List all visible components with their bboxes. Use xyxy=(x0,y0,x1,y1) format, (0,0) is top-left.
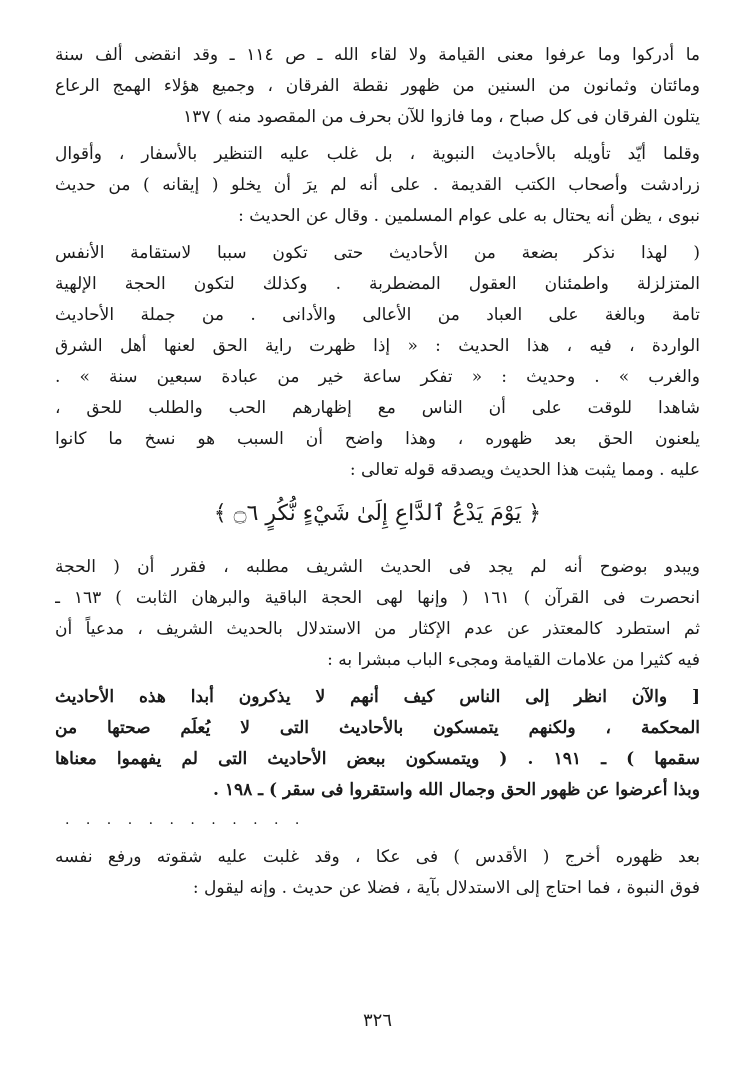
text-line: [ والآن انظر إلى الناس كيف أنهم لا يذكرون أبدا هذه الأحاديث xyxy=(55,687,700,707)
text-line: ( لهذا نذكر بضعة من الأحاديث حتى تكون سببا لاستقامة الأنفس xyxy=(55,243,700,263)
paragraph-4 xyxy=(55,842,700,904)
paragraph-2 xyxy=(55,139,700,232)
text-line: وقلما أيّد تأويله بالأحاديث النبوية ، بل غلب عليه التنظير بالأسفار ، وأقوال xyxy=(55,144,700,164)
text-line: المتزلزلة واطمئنان العقول المضطربة . وكذلك لتكون الحجة الإلهية xyxy=(55,274,700,294)
text-line: الواردة ، فيه ، هذا الحديث : « إذا ظهرت راية الحق لعنها أهل الشرق xyxy=(55,336,700,356)
text-line: انحصرت فى القرآن ) ١٦١ ( وإنها لهى الحجة الباقية والبرهان الثابت ) ١٦٣ ـ xyxy=(55,588,700,608)
text-line: تامة وبالغة على العباد من الأعالى والأدانى . من جملة الأحاديث xyxy=(55,305,700,325)
paragraph-1 xyxy=(55,40,700,133)
text-line: المحكمة ، ولكنهم يتمسكون بالأحاديث التى لا يُعلَم صحتها من xyxy=(55,718,700,738)
text-line: شاهدا للوقت على أن الناس مع إظهارهم الحب والطلب للحق ، xyxy=(55,398,700,418)
text-line: يتلون الفرقان فى كل صباح ، وما فازوا للآن بحرف من المقصود منه ) ١٣٧ xyxy=(183,107,700,127)
quotation-1 xyxy=(55,238,700,486)
ellipsis-separator: . . . . . . . . . . . . xyxy=(65,812,306,828)
text-line: ويبدو بوضوح أنه لم يجد فى الحديث الشريف مطلبه ، فقرر أن ( الحجة xyxy=(55,557,700,577)
text-line: عليه . ومما يثبت هذا الحديث ويصدقه قوله تعالى : xyxy=(349,460,700,480)
page-body xyxy=(55,40,700,904)
quotation-2 xyxy=(55,682,700,806)
text-line: ما أدركوا وما عرفوا معنى القيامة ولا لقاء الله ـ ص ١١٤ ـ وقد انقضى ألف سنة xyxy=(55,45,700,65)
text-line: بعد ظهوره أخرج ( الأقدس ) فى عكا ، وقد غلبت عليه شقوته ورفع نفسه xyxy=(55,847,700,867)
text-line: ومائتان وثمانون من السنين من ظهور نقطة الفرقان ، وجميع هؤلاء الهمج الرعاع xyxy=(55,76,700,96)
quran-verse: ﴿ يَوْمَ يَدْعُ ٱلدَّاعِ إِلَىٰ شَيْءٍ نُّكُرٍ ۝٦ ﴾ xyxy=(213,501,542,526)
text-line: نبوى ، يظن أنه يحتال به على عوام المسلمين . وقال عن الحديث : xyxy=(238,206,700,226)
text-line: ثم استطرد كالمعتذر عن عدم الإكثار من الاستدلال بالحديث الشريف ، مدعياً أن xyxy=(55,619,700,639)
text-line: فيه كثيرا من علامات القيامة ومجىء الباب مبشرا به : xyxy=(327,650,700,670)
text-line: وبذا أعرضوا عن ظهور الحق وجمال الله واستقروا فى سقر ) ـ ١٩٨ . xyxy=(212,780,700,800)
paragraph-3 xyxy=(55,552,700,676)
text-line: والغرب » . وحديث : « تفكر ساعة خير من عبادة سبعين سنة » . xyxy=(55,367,700,387)
text-line: يلعنون الحق بعد ظهوره ، وهذا واضح أن السبب هو نسخ ما كانوا xyxy=(55,429,700,449)
text-line: زرادشت وأصحاب الكتب القديمة . على أنه لم يرَ أن يخلو ( إيقانه ) من حديث xyxy=(55,175,700,195)
text-line: سقمها ) ـ ١٩١ . ( ويتمسكون ببعض الأحاديث التى لم يفهموا معناها xyxy=(55,749,700,769)
text-line: فوق النبوة ، فما احتاج إلى الاستدلال بآية ، فضلا عن حديث . وإنه ليقول : xyxy=(192,878,700,898)
page-number: ٣٢٦ xyxy=(362,1010,392,1031)
